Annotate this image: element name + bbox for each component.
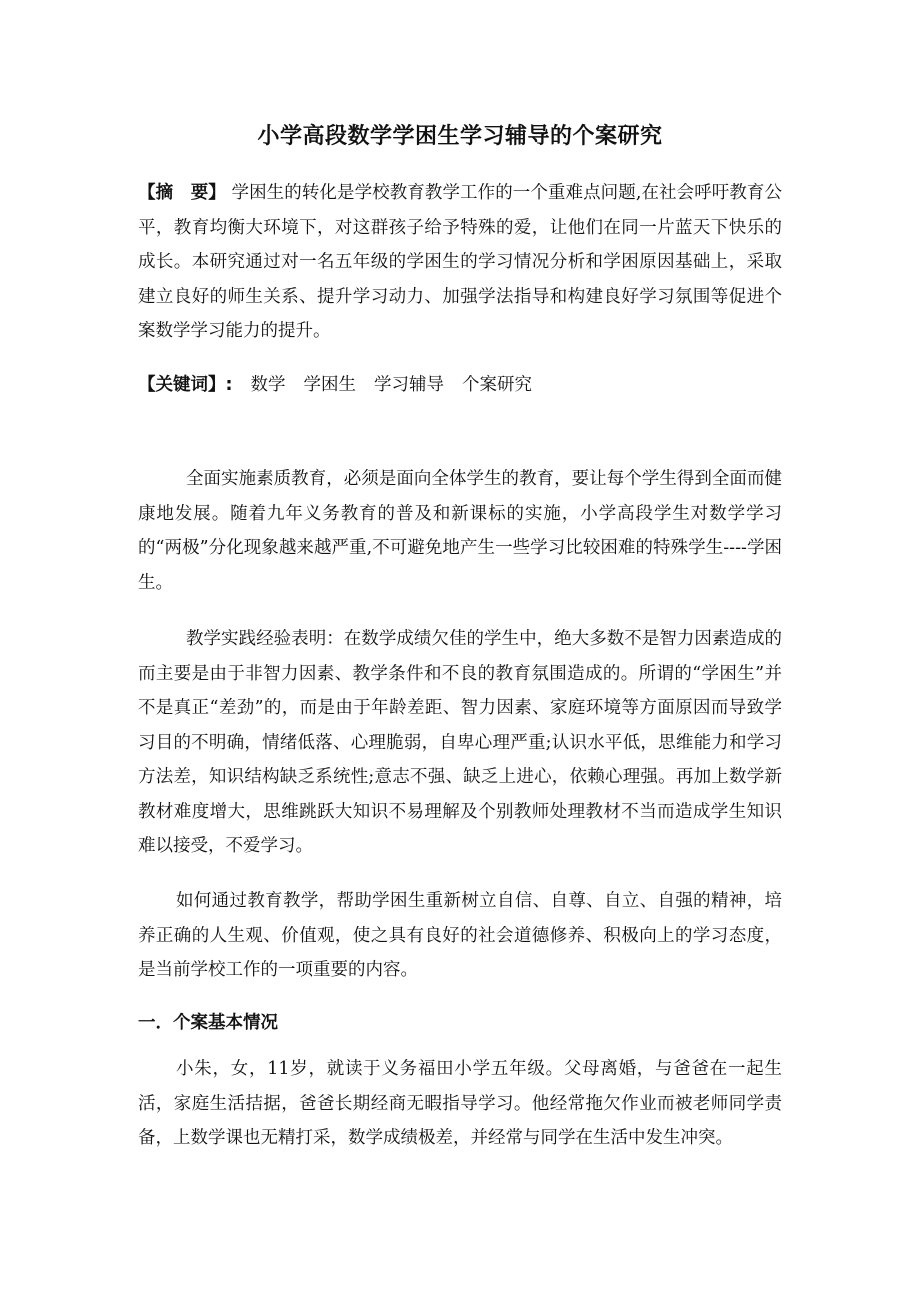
keyword-item: 个案研究 — [462, 375, 532, 395]
body-paragraph: 全面实施素质教育，必须是面向全体学生的教育，要让每个学生得到全面而健康地发展。随着九年义务教育的普及和新课标的实施，小学高段学生对数学学习的“两极”分化现象越来越严重,不可避免地产生一些学习比较困难的特殊学生----学困生。 — [138, 469, 782, 593]
keyword-item: 数学 — [250, 375, 286, 395]
keywords-line — [138, 368, 782, 403]
keyword-item: 学困生 — [303, 375, 356, 395]
abstract-paragraph — [138, 176, 782, 349]
body-paragraph: 教学实践经验表明：在数学成绩欠佳的学生中，绝大多数不是智力因素造成的而主要是由于非智力因素、教学条件和不良的教育氛围造成的。所谓的“学困生”并不是真正“差劲”的，而是由于年龄差距、智力因素、家庭环境等方面原因而导致学习目的不明确，情绪低落、心理脆弱，自卑心理严重;认识水平低，思维能力和学习方法差，知识结构缺乏系统性;意志不强、缺乏上进心，依赖心理强。再加上数学新教材难度增大，思维跳跃大知识不易理解及个别教师处理教材不当而造成学生知识难以接受，不爱学习。 — [138, 629, 782, 856]
abstract-label: 【摘 要】 — [138, 183, 226, 203]
keywords-label: 【关键词】: — [138, 375, 233, 395]
section-paragraph: 小朱，女，11岁，就读于义务福田小学五年级。父母离婚，与爸爸在一起生活，家庭生活拮据，爸爸长期经商无暇指导学习。他经常拖欠作业而被老师同学责备，上数学课也无精打采，数学成绩极差，并经常与同学在生活中发生冲突。 — [138, 1059, 782, 1148]
body-paragraph: 如何通过教育教学，帮助学困生重新树立自信、自尊、自立、自强的精神，培养正确的人生观、价值观，使之具有良好的社会道德修养、积极向上的学习态度，是当前学校工作的一项重要的内容。 — [138, 891, 782, 980]
abstract-text: 学困生的转化是学校教育教学工作的一个重难点问题,在社会呼吁教育公平，教育均衡大环境下，对这群孩子给予特殊的爱，让他们在同一片蓝天下快乐的成长。本研究通过对一名五年级的学困生的学习情况分析和学困原因基础上，采取建立良好的师生关系、提升学习动力、加强学法指导和构建良好学习氛围等促进个案数学学习能力的提升。 — [138, 183, 783, 341]
section-heading: 一．个案基本情况 — [138, 1013, 278, 1033]
document-title: 小学高段数学学困生学习辅导的个案研究 — [257, 124, 663, 149]
keyword-item: 学习辅导 — [374, 375, 444, 395]
